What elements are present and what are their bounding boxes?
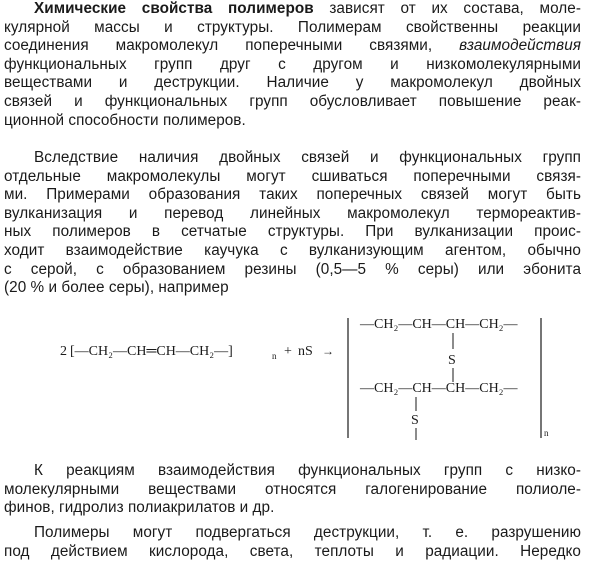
text-line: финов, гидролиз полиакрилатов и др.	[4, 499, 275, 517]
emphasis-term: взаимодействия	[459, 37, 581, 55]
text-line: с серой, с образованием резины (0,5—5 % серы) или эбонита	[4, 260, 581, 278]
sulfur-bridge: S	[448, 353, 456, 368]
text-line: К реакциям взаимодействия функциональных групп с низко-	[34, 462, 581, 479]
text-line: Химические свойства полимеров зависят от их состава, моле-	[34, 0, 581, 17]
text-line: функциональных групп друг с другом и низкомолекулярными	[4, 55, 581, 73]
text-line: (20 % и более серы), например	[4, 279, 229, 297]
text-line: отдельные макромолекулы могут сшиваться поперечными связя-	[4, 167, 581, 185]
paragraph-destruction	[4, 524, 581, 561]
text-line: веществами и деструкции. Наличие у макромолекул двойных	[4, 74, 581, 92]
bottom-polymer-chain: —CH₂—CH—CH—CH₂—	[360, 381, 518, 396]
lhs-subscript-n: n	[272, 351, 277, 361]
reaction-arrow: →	[322, 344, 334, 358]
plus-sign: +	[284, 344, 292, 359]
text-line: ционной способности полимеров.	[4, 111, 246, 129]
paragraph-vulcanization	[4, 149, 581, 298]
text-line: Вследствие наличия двойных связей и функциональных групп	[34, 149, 581, 166]
sulfur-reagent: nS	[298, 344, 313, 359]
sulfur-side-group: S	[411, 413, 419, 428]
lhs-monomer-chain: [—CH₂—CH═CH—CH₂—]	[70, 344, 233, 359]
paragraph-chemical-properties	[4, 0, 581, 130]
text-line: кулярной массы и структуры. Полимерам свойственны реакции	[4, 18, 581, 36]
text-line: Полимеры могут подвергаться деструкции, т. е. разрушению	[34, 524, 581, 541]
text-line: ми. Примерами образования таких поперечных связей могут быть	[4, 186, 581, 204]
top-polymer-chain: —CH₂—CH—CH—CH₂—	[360, 317, 518, 332]
section-heading: Химические свойства полимеров	[34, 0, 314, 17]
text-line: вулканизация и перевод линейных макромолекул термореактив-	[4, 204, 581, 222]
paragraph-functional-groups	[4, 462, 581, 518]
vulcanization-reaction-equation	[0, 300, 590, 450]
text-line: под действием кислорода, света, теплоты и радиации. Нередко	[4, 542, 581, 560]
text-line: ходит взаимодействие каучука с вулканизующим агентом, обычно	[4, 241, 581, 259]
coefficient: 2	[60, 344, 67, 359]
text-line: соединения макромолекул поперечными связями, взаимодействия	[4, 37, 581, 55]
outer-subscript-n: n	[544, 428, 549, 438]
text-line: молекулярными веществами относятся галогенирование полиоле-	[4, 480, 581, 498]
text-line: связей и функциональных групп обусловливает повышение реак-	[4, 92, 581, 110]
text-line: ных полимеров в сетчатые структуры. При вулканизации проис-	[4, 223, 581, 241]
reaction-diagram	[0, 300, 590, 450]
